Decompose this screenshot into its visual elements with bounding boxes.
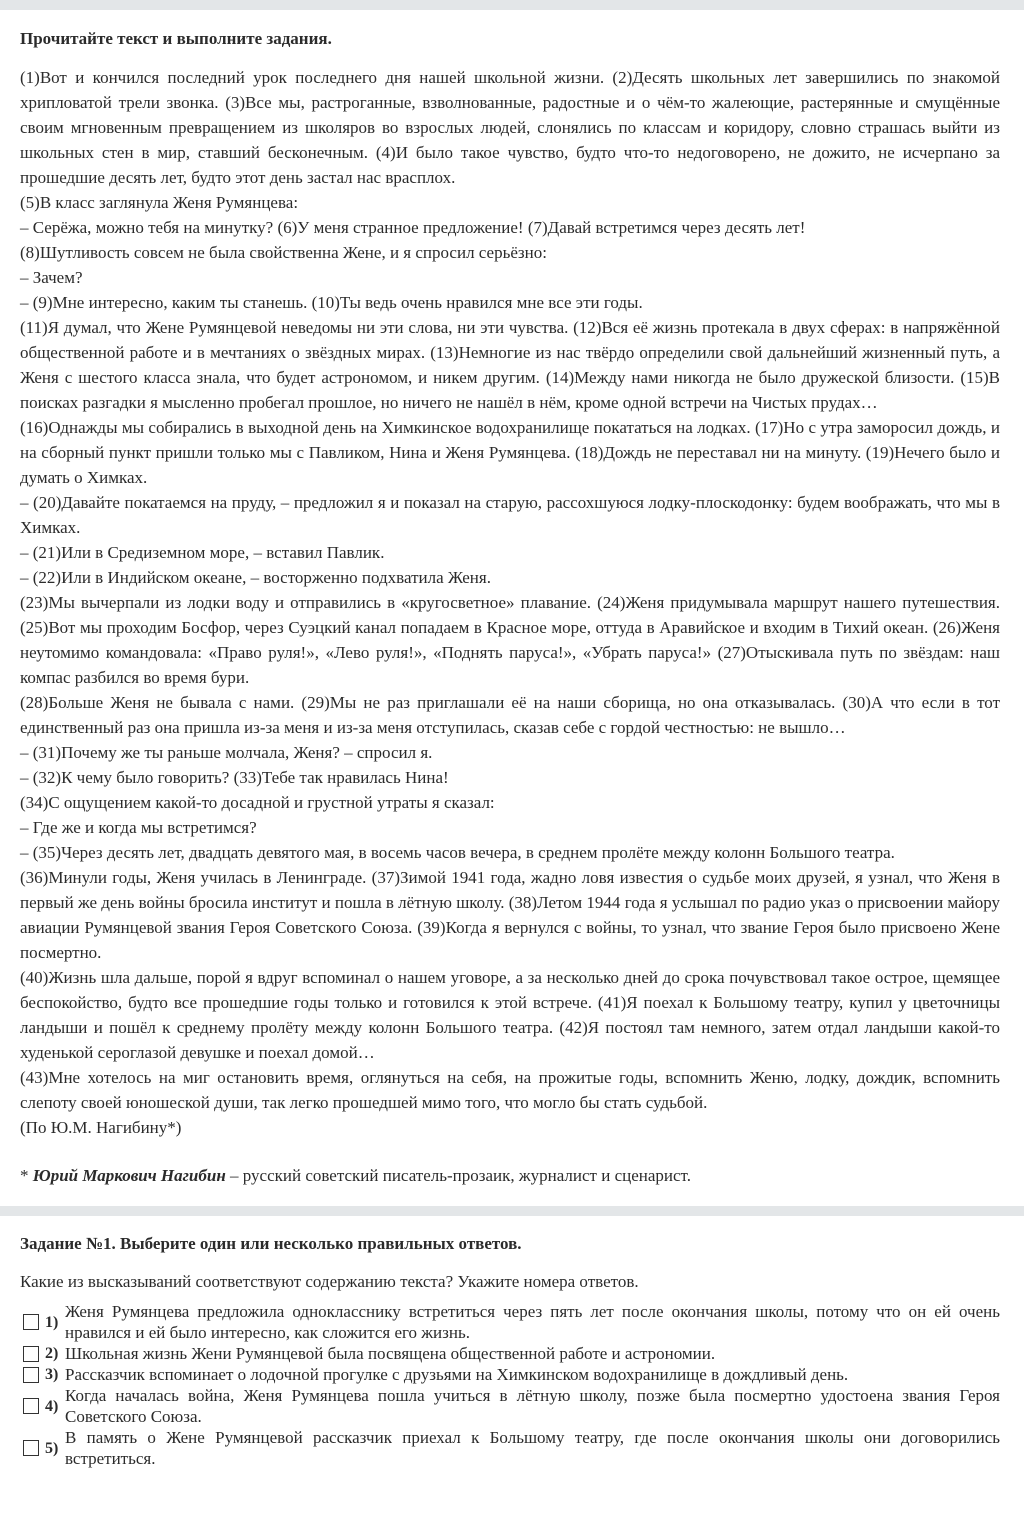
passage-paragraph: – Зачем? — [20, 268, 83, 287]
passage-paragraph: – Где же и когда мы встретимся? — [20, 818, 257, 837]
passage-paragraph: (11)Я думал, что Жене Румянцевой неведомы ни эти слова, ни эти чувства. (12)Вся её жизнь протекала в двух сферах: в напряжённой общественной работе и в мечтаниях о звёздных мирах. (13)Немногие из нас твёрдо определили свой дальнейший жизненный путь, а Женя с шестого класса знала, что будет астрономом, и никем другим. (14)Между нами никогда не было дружеской близости. (15)В поисках разгадки я мысленно пробегал прошлое, но ничего не нашёл в нём, кроме одной встречи на Чистых прудах… — [20, 318, 1000, 412]
passage-paragraph: – (22)Или в Индийском океане, – восторженно подхватила Женя. — [20, 568, 491, 587]
passage-paragraph: (28)Больше Женя не бывала с нами. (29)Мы не раз приглашали её на наши сборища, но она отказывалась. (30)А что если в тот единственный раз она пришла из-за меня и из-за меня отступилась, сказав себе с гордой честностью: не вышло… — [20, 693, 1000, 737]
passage-paragraph: – (32)К чему было говорить? (33)Тебе так нравилась Нина! — [20, 768, 449, 787]
passage-paragraph: – (20)Давайте покатаемся на пруду, – предложил я и показал на старую, рассохшуюся лодку-плоскодонку: будем воображать, что мы в Химках. — [20, 493, 1000, 537]
answer-checkbox[interactable] — [23, 1440, 39, 1456]
passage-paragraph: (8)Шутливость совсем не была свойственна Жене, и я спросил серьёзно: — [20, 243, 547, 262]
passage-paragraph: (1)Вот и кончился последний урок последнего дня нашей школьной жизни. (2)Десять школьных лет завершились по знакомой хрипловатой трели звонка. (3)Все мы, растроганные, взволнованные, радостные и о чём-то жалеющие, растерянные и смущённые своим мгновенным превращением из школяров во взрослых людей, слонялись по классам и коридору, словно страшась выйти из школьных стен в мир, ставший бесконечным. (4)И было такое чувство, будто что-то недоговорено, не дожито, не исчерпано за прошедшие десять лет, будто этот день застал нас врасплох. — [20, 68, 1000, 187]
passage-paragraph: (43)Мне хотелось на миг остановить время, оглянуться на себя, на прожитые годы, вспомнить Женю, лодку, дождик, вспомнить слепоту своей юношеской души, так легко прошедшей мимо того, что могло бы стать судьбой. — [20, 1068, 1000, 1112]
option-text: В память о Жене Румянцевой рассказчик приехал к Большому театру, где после окончания школы они договорились встретиться. — [65, 1428, 1000, 1468]
option-text: Школьная жизнь Жени Румянцевой была посвящена общественной работе и астрономии. — [65, 1344, 716, 1363]
answer-option[interactable] — [20, 1385, 1000, 1427]
passage-paragraph: (16)Однажды мы собирались в выходной день на Химкинское водохранилище покататься на лодках. (17)Но с утра заморосил дождь, и на сборный пункт пришли только мы с Павликом, Нина и Женя Румянцева. (18)Дождь не переставал ни на минуту. (19)Нечего было и думать о Химках. — [20, 418, 1000, 487]
task-section — [0, 1216, 1024, 1469]
answer-checkbox[interactable] — [23, 1367, 39, 1383]
passage-paragraph: (40)Жизнь шла дальше, порой я вдруг вспоминал о нашем уговоре, а за несколько дней до срока почувствовал такое острое, щемящее беспокойство, будто все прошедшие годы только и готовился к этой встрече. (41)Я поехал к Большому театру, купил у цветочницы ландыши и пошёл к среднему пролёту между колонн Большого театра. (42)Я постоял там немного, затем отдал ландыши какой-то худенькой сероглазой девушке и поехал домой… — [20, 968, 1000, 1062]
footnote-author: Юрий Маркович Нагибин — [32, 1166, 226, 1185]
option-text: Когда началась война, Женя Румянцева пошла учиться в лётную школу, позже была посмертно удостоена звания Героя Советского Союза. — [65, 1386, 1000, 1426]
option-number: 4) — [45, 1397, 59, 1415]
passage-paragraph: (23)Мы вычерпали из лодки воду и отправились в «кругосветное» плавание. (24)Женя придумывала маршрут нашего путешествия. (25)Вот мы проходим Босфор, через Суэцкий канал попадаем в Красное море, оттуда в Аравийское и входим в Тихий океан. (26)Женя неутомимо командовала: «Право руля!», «Лево руля!», «Поднять паруса!», «Убрать паруса!» (27)Отыскивала путь по звёздам: наш компас разбился во время бури. — [20, 593, 1000, 687]
reading-section — [0, 10, 1024, 1188]
answer-option[interactable] — [20, 1301, 1000, 1343]
answer-option[interactable] — [20, 1364, 1000, 1385]
passage-paragraph: – (21)Или в Средиземном море, – вставил Павлик. — [20, 543, 385, 562]
passage-paragraph: (5)В класс заглянула Женя Румянцева: — [20, 193, 299, 212]
option-number: 3) — [45, 1366, 59, 1383]
answer-checkbox[interactable] — [23, 1398, 39, 1414]
footnote — [20, 1163, 1000, 1188]
passage-paragraph: – (9)Мне интересно, каким ты станешь. (10)Ты ведь очень нравился мне все эти годы. — [20, 293, 643, 312]
option-text: Рассказчик вспоминает о лодочной прогулке с друзьями на Химкинском водохранилище в дождливый день. — [65, 1365, 849, 1384]
reading-heading: Прочитайте текст и выполните задания. — [20, 29, 332, 48]
option-number: 1) — [45, 1313, 59, 1331]
answer-option[interactable] — [20, 1343, 1000, 1364]
passage-text — [20, 65, 1000, 1140]
option-number: 2) — [45, 1345, 59, 1362]
passage-paragraph: (36)Минули годы, Женя училась в Ленинграде. (37)Зимой 1941 года, жадно ловя известия о судьбе моих друзей, я узнал, что Женя в первый же день войны бросила институт и пошла в лётную школу. (38)Летом 1944 года я услышал по радио указ о присвоении майору авиации Румянцевой звания Героя Советского Союза. (39)Когда я вернулся с войны, то узнал, что звание Героя было присвоено Жене посмертно. — [20, 868, 1000, 962]
footnote-text: – русский советский писатель-прозаик, журналист и сценарист. — [225, 1166, 691, 1185]
option-text: Женя Румянцева предложила однокласснику встретиться через пять лет после окончания школы, потому что он ей очень нравился и ей было интересно, как сложится его жизнь. — [65, 1302, 1000, 1342]
task-title: Задание №1. Выберите один или несколько правильных ответов. — [20, 1234, 522, 1253]
passage-paragraph: – (31)Почему же ты раньше молчала, Женя? – спросил я. — [20, 743, 433, 762]
task-question: Какие из высказываний соответствуют содержанию текста? Укажите номера ответов. — [20, 1272, 639, 1291]
answer-checkbox[interactable] — [23, 1314, 39, 1330]
passage-paragraph: (34)С ощущением какой-то досадной и грустной утраты я сказал: — [20, 793, 495, 812]
passage-paragraph: – Серёжа, можно тебя на минутку? (6)У меня странное предложение! (7)Давай встретимся через десять лет! — [20, 218, 806, 237]
section-divider — [0, 1206, 1024, 1216]
passage-paragraph: (По Ю.М. Нагибину*) — [20, 1118, 182, 1137]
answer-option[interactable] — [20, 1427, 1000, 1469]
passage-paragraph: – (35)Через десять лет, двадцать девятого мая, в восемь часов вечера, в среднем пролёте между колонн Большого театра. — [20, 843, 895, 862]
option-number: 5) — [45, 1439, 59, 1457]
top-divider — [0, 0, 1024, 10]
answer-options — [20, 1301, 1000, 1469]
footnote-mark: * — [20, 1166, 33, 1185]
answer-checkbox[interactable] — [23, 1346, 39, 1362]
